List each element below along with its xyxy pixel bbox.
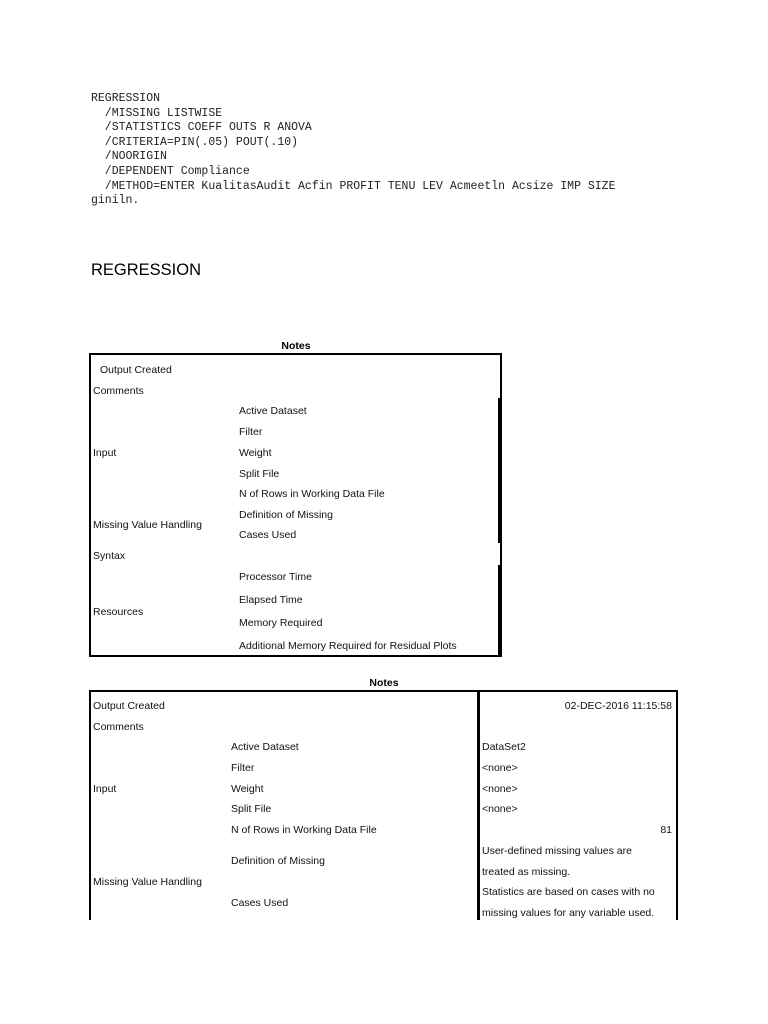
table-column-rule: [498, 565, 501, 655]
row-label-missing-value-handling: Missing Value Handling: [93, 876, 202, 888]
table-column-rule: [498, 398, 501, 543]
row-label-cases-used: Cases Used: [239, 529, 297, 541]
row-label-filter: Filter: [239, 426, 263, 438]
row-value-definition-missing: treated as missing.: [482, 866, 571, 878]
row-value-output-created: 02-DEC-2016 11:15:58: [564, 700, 672, 712]
syntax-line: /CRITERIA=PIN(.05) POUT(.10): [91, 135, 299, 149]
table-border-left: [89, 690, 91, 920]
row-label-comments: Comments: [93, 385, 144, 397]
row-label-split-file: Split File: [239, 468, 280, 480]
syntax-line: /STATISTICS COEFF OUTS R ANOVA: [91, 121, 312, 135]
row-label-n-rows: N of Rows in Working Data File: [239, 488, 385, 500]
table-border-top: [89, 353, 502, 355]
row-label-input: Input: [93, 447, 117, 459]
row-value-n-rows: 81: [660, 824, 672, 836]
row-label-input: Input: [93, 783, 117, 795]
row-label-missing-value-handling: Missing Value Handling: [93, 519, 202, 531]
row-label-n-rows: N of Rows in Working Data File: [231, 824, 377, 836]
row-label-output-created: Output Created: [93, 700, 165, 712]
row-label-resources: Resources: [93, 606, 144, 618]
syntax-line: /METHOD=ENTER KualitasAudit Acfin PROFIT TENU LEV Acmeetln Acsize IMP SIZE: [91, 179, 616, 193]
row-value-active-dataset: DataSet2: [482, 741, 526, 753]
row-label-active-dataset: Active Dataset: [231, 741, 299, 753]
row-label-active-dataset: Active Dataset: [239, 405, 307, 417]
table-border-left: [89, 353, 91, 657]
row-label-weight: Weight: [239, 447, 272, 459]
row-value-cases-used: Statistics are based on cases with no: [482, 886, 655, 898]
row-label-definition-missing: Definition of Missing: [231, 855, 325, 867]
syntax-line: /DEPENDENT Compliance: [91, 164, 250, 178]
row-label-cases-used: Cases Used: [231, 897, 289, 909]
table-caption: Notes: [369, 677, 399, 689]
section-heading: REGRESSION: [91, 261, 202, 279]
table-caption: Notes: [281, 340, 311, 352]
row-label-split-file: Split File: [231, 803, 272, 815]
syntax-line: /MISSING LISTWISE: [91, 106, 223, 120]
row-label-memory-required: Memory Required: [239, 617, 323, 629]
syntax-line: REGRESSION: [91, 92, 161, 105]
syntax-block: [91, 92, 616, 209]
row-value-weight: <none>: [482, 783, 518, 795]
row-label-comments: Comments: [93, 721, 144, 733]
row-label-additional-memory: Additional Memory Required for Residual Plots: [239, 640, 457, 652]
row-value-split-file: <none>: [482, 803, 518, 815]
row-label-weight: Weight: [231, 783, 264, 795]
row-label-processor-time: Processor Time: [239, 571, 312, 583]
table-border-right: [676, 690, 678, 920]
row-label-output-created: Output Created: [100, 364, 172, 376]
row-label-syntax: Syntax: [93, 550, 126, 562]
row-label-elapsed-time: Elapsed Time: [239, 594, 303, 606]
table-column-divider: [477, 690, 480, 920]
row-value-cases-used: missing values for any variable used.: [482, 907, 655, 919]
row-value-filter: <none>: [482, 762, 518, 774]
table-border-bottom: [89, 655, 502, 657]
syntax-line: /NOORIGIN: [91, 150, 167, 164]
row-label-filter: Filter: [231, 762, 255, 774]
syntax-line: giniln.: [91, 194, 140, 208]
row-value-definition-missing: User-defined missing values are: [482, 845, 632, 857]
table-border-top: [89, 690, 678, 692]
row-label-definition-missing: Definition of Missing: [239, 509, 333, 521]
